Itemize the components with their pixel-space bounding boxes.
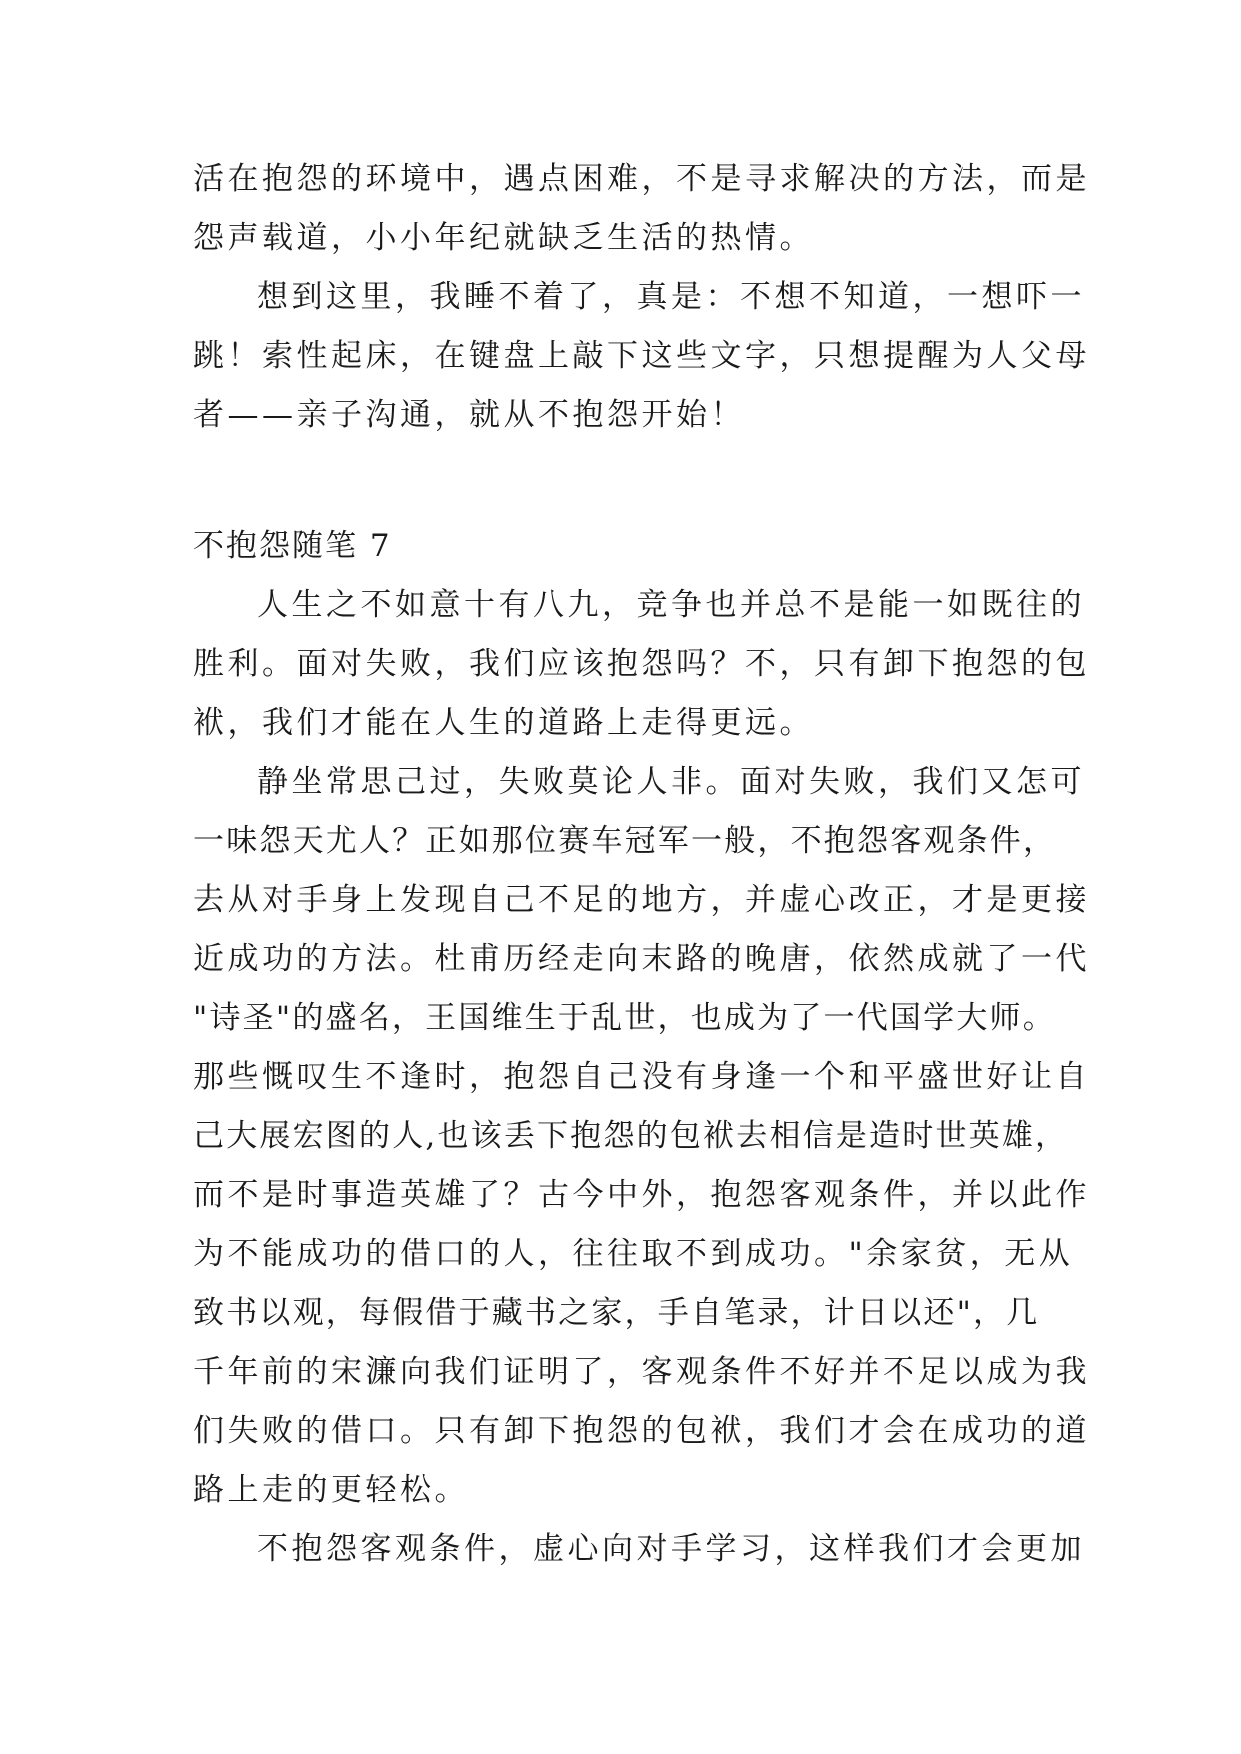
text-line: 一味怨天尤人？正如那位赛车冠军一般，不抱怨客观条件， bbox=[193, 823, 1057, 859]
text-line: 袱，我们才能在人生的道路上走得更远。 bbox=[193, 705, 814, 741]
document-page bbox=[193, 150, 1090, 1579]
text-line: 人生之不如意十有八九，竞争也并总不是能一如既往的 bbox=[257, 587, 1085, 623]
text-line: 跳！索性起床，在键盘上敲下这些文字，只想提醒为人父母 bbox=[193, 338, 1090, 374]
text-line: 不抱怨客观条件，虚心向对手学习，这样我们才会更加 bbox=[257, 1531, 1085, 1567]
text-line: 那些慨叹生不逢时，抱怨自己没有身逢一个和平盛世好让自 bbox=[193, 1059, 1090, 1095]
essay-paragraph-3 bbox=[193, 1520, 1085, 1579]
text-line: "诗圣"的盛名，王国维生于乱世，也成为了一代国学大师。 bbox=[193, 1000, 1056, 1036]
text-line: 近成功的方法。杜甫历经走向末路的晚唐，依然成就了一代 bbox=[193, 941, 1090, 977]
text-line: 静坐常思己过，失败莫论人非。面对失败，我们又怎可 bbox=[257, 764, 1085, 800]
essay-paragraph-1 bbox=[193, 576, 1090, 753]
text-line: 想到这里，我睡不着了，真是：不想不知道，一想吓一 bbox=[257, 279, 1085, 315]
text-line: 去从对手身上发现自己不足的地方，并虚心改正，才是更接 bbox=[193, 882, 1090, 918]
text-line: 己大展宏图的人,也该丢下抱怨的包袱去相信是造时世英雄， bbox=[193, 1118, 1069, 1154]
text-line: 千年前的宋濂向我们证明了，客观条件不好并不足以成为我 bbox=[193, 1354, 1090, 1390]
text-line: 致书以观，每假借于藏书之家，手自笔录，计日以还"，几 bbox=[193, 1295, 1040, 1331]
essay-paragraph-2 bbox=[193, 753, 1090, 1520]
text-line: 为不能成功的借口的人，往往取不到成功。"余家贫，无从 bbox=[193, 1236, 1074, 1272]
text-line: 而不是时事造英雄了？古今中外，抱怨客观条件，并以此作 bbox=[193, 1177, 1090, 1213]
text-line: 们失败的借口。只有卸下抱怨的包袱，我们才会在成功的道 bbox=[193, 1413, 1090, 1449]
text-line: 怨声载道，小小年纪就缺乏生活的热情。 bbox=[193, 220, 814, 256]
text-line: 者——亲子沟通，就从不抱怨开始！ bbox=[193, 397, 745, 433]
text-line: 活在抱怨的环境中，遇点困难，不是寻求解决的方法，而是 bbox=[193, 161, 1090, 197]
section-gap bbox=[193, 445, 1055, 517]
previous-section-text bbox=[193, 150, 1090, 445]
text-line: 胜利。面对失败，我们应该抱怨吗？不，只有卸下抱怨的包 bbox=[193, 646, 1090, 682]
section-heading: 不抱怨随笔 7 bbox=[193, 528, 392, 564]
text-line: 路上走的更轻松。 bbox=[193, 1472, 469, 1508]
